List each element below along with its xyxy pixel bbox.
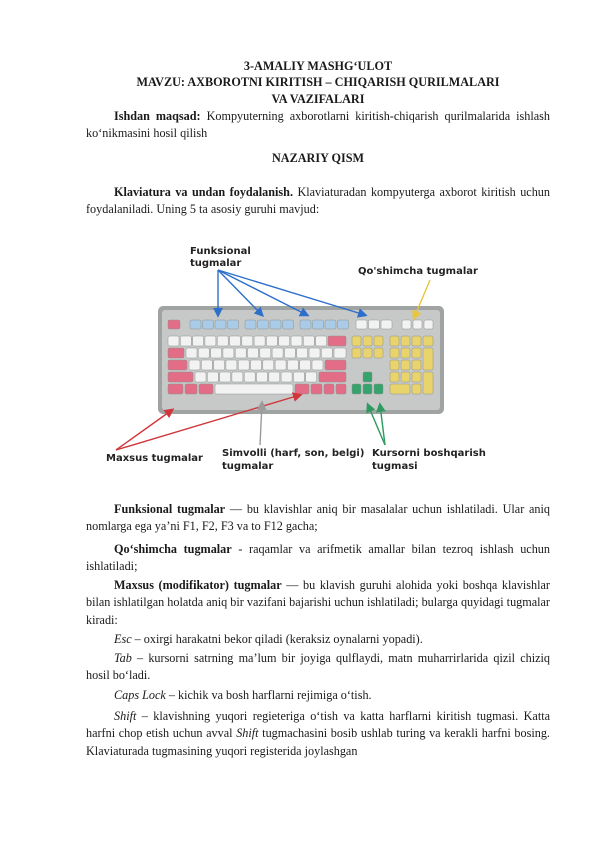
key-alt-right: [295, 384, 309, 394]
key-char: [293, 372, 304, 382]
key-numpad: [390, 360, 399, 370]
key-indicator: [424, 320, 433, 329]
section-title: NAZARIY QISM: [272, 151, 364, 165]
key-char: [201, 360, 212, 370]
key-char: [281, 372, 292, 382]
key-char: [242, 336, 253, 346]
key-numpad: [401, 372, 410, 382]
key-navigation: [363, 336, 372, 346]
special-keys-desc: — bu klavish guruhi alohida yoki boshqa klavishlar bilan ishlatilgan holatda aniq bir vazifani bajarishi uchun ishlatiladi; bularga quyidagi tugmalar kiradi:: [86, 578, 550, 627]
key-ctrl-left: [168, 384, 183, 394]
key-char: [186, 348, 197, 358]
key-arrow-down: [363, 384, 372, 394]
key-char: [232, 372, 243, 382]
key-char: [217, 336, 228, 346]
goal-label: Ishdan maqsad:: [114, 109, 201, 123]
key-char: [235, 348, 246, 358]
paragraph-special-keys: [86, 577, 550, 629]
goal-paragraph: [86, 108, 550, 143]
key-char: [269, 372, 280, 382]
term-esc: Esc: [114, 632, 132, 646]
term-shift-inline: Shift: [236, 726, 259, 741]
key-char: [334, 348, 346, 358]
key-function: [325, 320, 336, 329]
key-navigation: [363, 348, 372, 358]
key-numpad: [401, 336, 410, 346]
key-arrow-up: [363, 372, 372, 382]
key-char: [300, 360, 311, 370]
key-system: [356, 320, 367, 329]
key-char: [275, 360, 286, 370]
key-char: [244, 372, 255, 382]
key-win-left: [185, 384, 197, 394]
key-numpad: [401, 348, 410, 358]
key-arrow-right: [374, 384, 383, 394]
key-char: [207, 372, 218, 382]
key-char: [223, 348, 234, 358]
key-char: [220, 372, 231, 382]
key-backspace: [328, 336, 346, 346]
key-char: [312, 360, 323, 370]
key-function: [313, 320, 324, 329]
arrow-special-1: [116, 410, 172, 450]
key-shift-left: [168, 372, 193, 382]
key-char: [260, 348, 271, 358]
key-esc: [168, 320, 180, 329]
key-navigation: [352, 348, 361, 358]
shift-desc-b: tugmachasini bosib ushlab turing va kerakli harfni bosing. Klaviaturada tugmasining yuqori registerida joylashgan: [86, 726, 550, 758]
caps-lock-desc: – kichik va bosh harflarni rejimiga o‘tish.: [165, 688, 372, 702]
paragraph-function-keys: [86, 501, 550, 536]
key-navigation: [374, 348, 383, 358]
key-numpad: [412, 372, 421, 382]
term-caps-lock: Caps Lock: [114, 688, 166, 702]
key-system: [381, 320, 392, 329]
key-char: [254, 336, 265, 346]
key-char: [303, 336, 314, 346]
key-numpad: [390, 336, 399, 346]
key-numpad: [412, 384, 421, 394]
tab-desc: – kursorni satrning ma’lum bir joyiga qulflaydi, matn muharrirlarida qizil chiziq hosil bo‘ladi.: [86, 651, 550, 683]
key-numpad-zero: [390, 384, 410, 394]
key-system: [369, 320, 380, 329]
key-char: [279, 336, 290, 346]
term-tab: Tab: [114, 651, 132, 665]
term-special-keys: Maxsus (modifikator) tugmalar: [114, 578, 282, 592]
key-char: [214, 360, 225, 370]
char-keys-label-line1: Simvolli (harf, son, belgi): [222, 448, 365, 459]
key-function: [283, 320, 294, 329]
key-char: [195, 372, 206, 382]
key-function: [338, 320, 349, 329]
keyboard-figure: [100, 240, 500, 480]
key-shift-right: [319, 372, 346, 382]
key-numpad-plus: [423, 348, 433, 370]
key-char: [284, 348, 295, 358]
key-char: [263, 360, 274, 370]
key-char: [238, 360, 249, 370]
paragraph-extra-keys: [86, 541, 550, 576]
goal-text: Kompyuterning axborotlarni kiritish-chiqarish qurilmalarida ishlash ko‘nikmasini hosil qilish: [86, 109, 550, 141]
key-char: [189, 360, 200, 370]
term-function-keys: Funksional tugmalar: [114, 502, 226, 516]
intro-heading: Klaviatura va undan foydalanish.: [114, 185, 293, 199]
key-menu: [324, 384, 334, 394]
term-shift: Shift: [114, 709, 137, 723]
key-function: [228, 320, 239, 329]
intro-text: Klaviaturadan kompyuterga axborot kiritish uchun foydalaniladi. Uning 5 ta asosiy guruhi mavjud:: [86, 185, 550, 217]
key-numpad: [412, 336, 421, 346]
key-numpad: [401, 360, 410, 370]
key-char: [321, 348, 332, 358]
key-tab: [168, 348, 184, 358]
key-numpad: [423, 336, 433, 346]
key-space: [215, 384, 293, 394]
function-keys-label-line1: Funksional: [190, 246, 251, 257]
key-char: [168, 336, 179, 346]
key-numpad: [390, 348, 399, 358]
cursor-keys-label-line2: tugmasi: [372, 461, 418, 472]
key-char: [306, 372, 317, 382]
key-win-right: [311, 384, 322, 394]
key-char: [248, 348, 259, 358]
key-function: [245, 320, 256, 329]
key-char: [287, 360, 298, 370]
key-function: [190, 320, 201, 329]
esc-desc: – oxirgi harakatni bekor qiladi (keraksiz oynalarni yopadi).: [131, 632, 423, 646]
key-char: [309, 348, 320, 358]
key-char: [251, 360, 262, 370]
paragraph-shift: [86, 708, 550, 760]
lesson-title: 3-AMALIY MASHG‘ULOT: [243, 59, 393, 73]
key-numpad: [390, 372, 399, 382]
key-char: [266, 336, 277, 346]
key-char: [272, 348, 283, 358]
key-char: [211, 348, 222, 358]
key-ctrl-right: [336, 384, 346, 394]
key-char: [230, 336, 241, 346]
key-indicator: [402, 320, 411, 329]
key-char: [193, 336, 204, 346]
char-keys-label-line2: tugmalar: [222, 461, 274, 472]
key-enter: [325, 360, 346, 370]
key-navigation: [352, 336, 361, 346]
intro-paragraph: [86, 184, 550, 219]
key-caps-lock: [168, 360, 187, 370]
key-char: [297, 348, 308, 358]
key-char: [257, 372, 268, 382]
key-alt-left: [199, 384, 213, 394]
key-char: [180, 336, 191, 346]
extra-keys-label: Qo'shimcha tugmalar: [358, 266, 478, 277]
shift-desc-a: – klavishning yuqori regieteriga o‘tish va katta harflarni kiritish tugmasi. Katta harfni chop etish uchun avval: [86, 709, 550, 741]
key-char: [291, 336, 302, 346]
key-char: [316, 336, 327, 346]
cursor-keys-label-line1: Kursorni boshqarish: [372, 448, 486, 459]
key-numpad-enter: [423, 372, 433, 394]
key-function: [300, 320, 311, 329]
key-function: [203, 320, 214, 329]
paragraph-caps-lock: [86, 687, 550, 704]
topic-title: MAVZU: AXBOROTNI KIRITISH – CHIQARISH QURILMALARI: [136, 75, 500, 89]
key-function: [258, 320, 269, 329]
paragraph-tab: [86, 650, 550, 685]
function-keys-desc: — bu klavishlar aniq bir masalalar uchun ishlatiladi. Ular aniq nomlarga ega ya’ni F1, F2, F3 va to F12 gacha;: [86, 502, 551, 534]
term-extra-keys: Qo‘shimcha tugmalar: [114, 542, 232, 556]
extra-keys-desc: - raqamlar va arifmetik amallar bilan tezroq ishlash uchun ishlatiladi;: [86, 542, 550, 574]
key-char: [226, 360, 237, 370]
function-keys-label-line2: tugmalar: [190, 258, 242, 269]
key-navigation: [374, 336, 383, 346]
special-keys-label: Maxsus tugmalar: [106, 453, 203, 464]
key-function: [270, 320, 281, 329]
key-arrow-left: [352, 384, 361, 394]
paragraph-esc: [86, 631, 550, 648]
key-numpad: [412, 348, 421, 358]
key-function: [215, 320, 226, 329]
key-char: [198, 348, 209, 358]
key-char: [205, 336, 216, 346]
key-indicator: [413, 320, 422, 329]
topic-title-continued: VA VAZIFALARI: [271, 92, 365, 106]
key-numpad: [412, 360, 421, 370]
